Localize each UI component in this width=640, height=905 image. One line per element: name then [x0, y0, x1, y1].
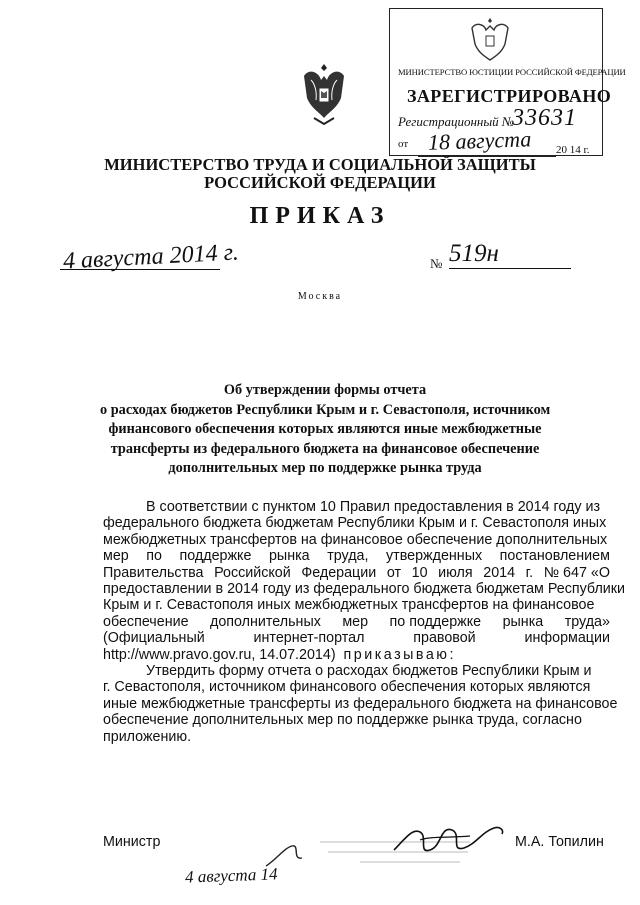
body-line	[103, 630, 610, 646]
order-body	[103, 499, 626, 745]
body-word: № 647 «О	[543, 564, 610, 581]
document-title: ПРИКАЗ	[249, 203, 391, 229]
order-date-underline	[60, 269, 220, 270]
body-line: обеспечение дополнительных мер по поддержке рынка труда, согласно	[103, 712, 582, 729]
minister-signature	[390, 810, 508, 865]
subject-line: Об утверждении формы отчета	[223, 382, 427, 398]
body-text: http://www.pravo.gov.ru, 14.07.2014)	[103, 646, 344, 663]
stamp-date-handwritten: 18 августа	[427, 126, 532, 155]
signature-date-handwritten: 4 августа 14	[184, 864, 278, 887]
body-word: дополнительных	[210, 613, 321, 630]
body-word: труда»	[564, 613, 610, 630]
body-line: иные межбюджетные трансферты из федерального бюджета на финансовое	[103, 695, 618, 712]
body-line	[103, 614, 610, 630]
body-word: (Официальный	[103, 630, 205, 647]
signatory-name: М.А. Топилин	[515, 834, 604, 850]
city-name: Москва	[297, 291, 343, 302]
body-line: приложению.	[103, 728, 192, 745]
decree-word: приказываю:	[343, 646, 456, 663]
state-emblem-icon	[299, 58, 349, 128]
stamp-registration-label: Регистрационный №	[398, 114, 515, 129]
body-word: Российской	[214, 564, 291, 581]
body-line: В соответствии с пунктом 10 Правил предоставления в 2014 году из	[146, 499, 601, 515]
body-line: Утвердить форму отчета о расходах бюджетов Республики Крым и	[146, 663, 592, 680]
body-word: утвержденных	[386, 548, 483, 565]
body-word: мер	[103, 548, 129, 565]
body-line: межбюджетных трансфертов на финансовое обеспечение дополнительных	[103, 531, 608, 548]
stamp-registered-text: ЗАРЕГИСТРИРОВАНО	[407, 86, 612, 106]
body-line	[103, 647, 610, 663]
stamp-registration-number: 33631	[512, 105, 577, 131]
body-word: обеспечение	[103, 613, 189, 630]
body-word: по поддержке	[389, 613, 482, 630]
body-line: г. Севастополя, источником финансового обеспечения которых являются	[103, 679, 591, 696]
subject-line: о расходах бюджетов Республики Крым и г. Севастополя, источником	[100, 401, 551, 418]
body-word: 10	[411, 564, 428, 581]
body-line	[103, 565, 610, 581]
body-word: Федерации	[301, 564, 377, 581]
order-number-handwritten: 519н	[449, 240, 499, 267]
stamp-date-label: от	[398, 138, 409, 150]
body-word: интернет-портал	[253, 630, 365, 647]
ministry-name-line2: РОССИЙСКОЙ ФЕДЕРАЦИИ	[204, 173, 436, 192]
ministry-name-line1: МИНИСТЕРСТВО ТРУДА И СОЦИАЛЬНОЙ ЗАЩИТЫ	[104, 155, 536, 174]
subject-line: финансового обеспечения которых являются иные межбюджетные	[108, 421, 542, 437]
body-word: от	[386, 564, 402, 581]
body-word: г.	[525, 564, 534, 581]
stamp-ministry-text: МИНИСТЕРСТВО ЮСТИЦИИ РОССИЙСКОЙ ФЕДЕРАЦИИ	[398, 67, 626, 77]
stamp-date-year: 20 14 г.	[556, 144, 590, 156]
body-word: постановлением	[499, 548, 610, 565]
order-subject	[100, 381, 550, 479]
body-word: июля	[438, 564, 473, 581]
stamp-emblem-icon	[468, 14, 512, 64]
body-word: поддержке	[179, 548, 252, 565]
body-word: 2014	[483, 564, 516, 581]
body-line: Крым и г. Севастополя иных межбюджетных трансфертов на финансовое	[103, 597, 595, 614]
body-word: рынка	[268, 548, 310, 565]
body-word: Правительства	[103, 564, 204, 581]
body-word: информации	[524, 630, 610, 647]
order-number-underline	[449, 268, 571, 269]
body-word: труда,	[327, 548, 369, 565]
body-word: правовой	[413, 630, 476, 647]
body-word: по	[146, 548, 162, 565]
subject-line: дополнительных мер по поддержке рынка труда	[168, 460, 482, 476]
body-word: мер	[342, 613, 369, 630]
signatory-title: Министр	[103, 834, 161, 850]
body-line: федерального бюджета бюджетам Республики Крым и г. Севастополя иных	[103, 515, 607, 532]
body-line	[103, 548, 610, 564]
order-number-label: №	[430, 256, 443, 271]
subject-line: трансферты из федерального бюджета на финансовое обеспечение	[110, 440, 540, 457]
order-date-handwritten: 4 августа 2014 г.	[62, 239, 240, 275]
body-word: рынка	[502, 613, 544, 630]
body-line: предоставлении в 2014 году из федерального бюджета бюджетам Республики	[103, 581, 626, 598]
